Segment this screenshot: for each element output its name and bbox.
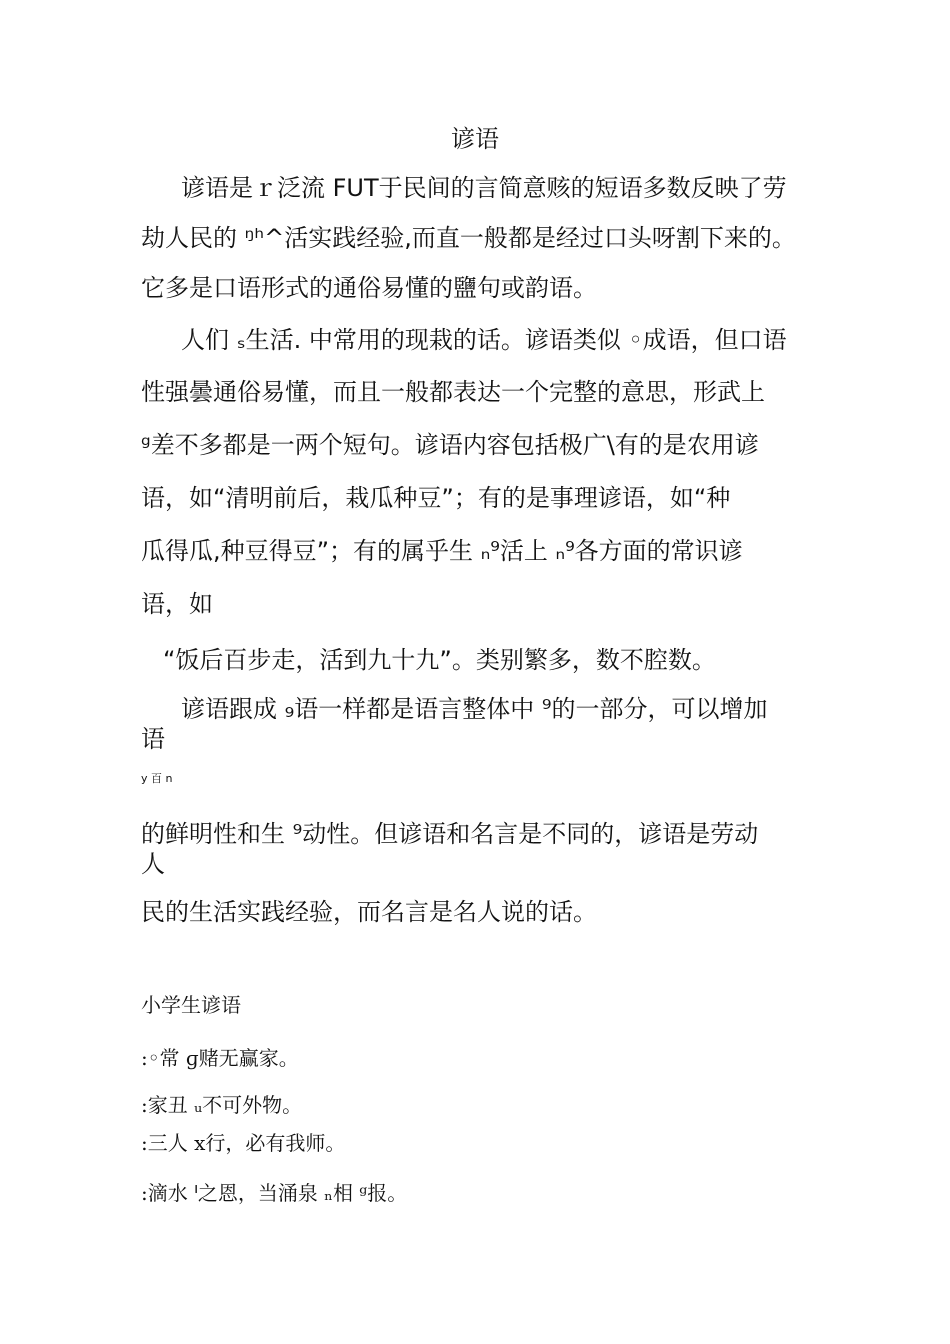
paragraph-3-line-2: 语 xyxy=(141,725,165,753)
list-item: :三人 x行，必有我师。 xyxy=(141,1131,346,1155)
paragraph-3-line-4: 人 xyxy=(141,850,165,878)
list-title: 小学生谚语 xyxy=(141,993,241,1017)
paragraph-3-fragment: y 百 n xyxy=(141,772,173,785)
paragraph-3-line-1: 谚语跟成 ₉语一样都是语言整体中 ⁹的一部分，可以增加 xyxy=(181,695,768,723)
paragraph-2-line-5: 瓜得瓜,种豆得豆”；有的属乎生 ₙ⁹活上 ₙ⁹各方面的常识谚 xyxy=(141,537,743,565)
paragraph-1-line-2: 劫人民的 ᵑʰ^活实践经验,而直一般都是经过口头呀割下来的。 xyxy=(141,224,796,252)
paragraph-2-line-6: 语，如 xyxy=(141,590,213,618)
paragraph-3-line-3: 的鲜明性和生 ⁹动性。但谚语和名言是不同的，谚语是劳动 xyxy=(141,820,759,848)
paragraph-2-line-1: 人们 ₛ生活. 中常用的现栽的话。谚语类似 ◦成语，但口语 xyxy=(181,326,787,354)
paragraph-2-line-2: 性强曇通俗易懂，而且一般都表达一个完整的意思，形武上 xyxy=(141,378,765,406)
document-title: 谚语 xyxy=(451,125,499,153)
list-item: :滴水 ᑊ之恩，当涌泉 ₙ相 ᵍ报。 xyxy=(141,1181,408,1205)
paragraph-1-line-3: 它多是口语形式的通俗易懂的鹽句或韵语。 xyxy=(141,274,597,302)
list-item: :◦常 ɡ赌无赢家。 xyxy=(141,1046,299,1070)
paragraph-3-line-5: 民的生活实践经验，而名言是名人说的话。 xyxy=(141,898,597,926)
list-item: :家丑 ᵤ不可外物。 xyxy=(141,1093,303,1117)
paragraph-2-line-4: 语，如“清明前后，栽瓜种豆”；有的是事理谚语，如“种 xyxy=(141,484,731,512)
paragraph-2-line-7: “饭后百步走，活到九十九”。类别繁多，数不腔数。 xyxy=(163,646,716,674)
paragraph-1-line-1: 谚语是ｒ泛流 FUT于民间的言简意赅的短语多数反映了劳 xyxy=(181,174,787,202)
paragraph-2-line-3: ᵍ差不多都是一两个短句。谚语内容包括极广\有的是农用谚 xyxy=(141,431,759,459)
